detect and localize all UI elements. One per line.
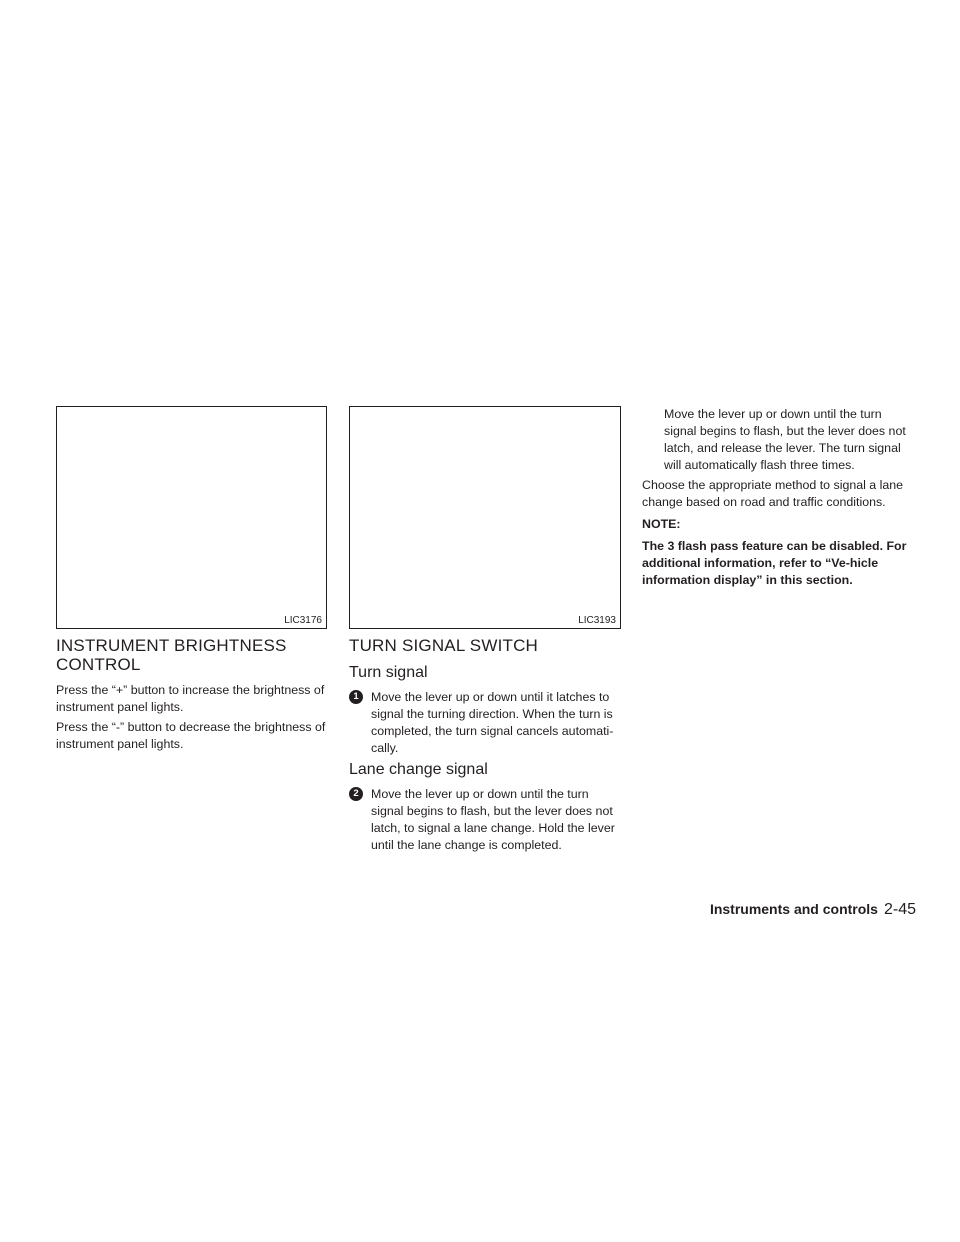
list-item bbox=[349, 786, 621, 854]
note-heading: NOTE: bbox=[642, 517, 681, 531]
section-heading: TURN SIGNAL SWITCH bbox=[349, 636, 539, 655]
list-item-text: Move the lever up or down until it latches to signal the turning direction. When the turn is completed, the turn signal cancels automati-cally. bbox=[371, 690, 614, 755]
section-heading-line1: INSTRUMENT BRIGHTNESS bbox=[56, 636, 287, 655]
callout-number-1: 1 bbox=[349, 690, 363, 704]
list-item-text: Move the lever up or down until the turn signal begins to flash, but the lever does not latch, to signal a lane change. Hold the lever until the lane change is completed. bbox=[371, 787, 615, 852]
footer-section-title: Instruments and controls bbox=[709, 901, 878, 917]
paragraph-choose-method: Choose the appropriate method to signal a lane change based on road and traffic conditions. bbox=[642, 478, 904, 509]
callout-number-2: 2 bbox=[349, 787, 363, 801]
list-item bbox=[349, 689, 621, 757]
continued-list-text: Move the lever up or down until the turn signal begins to flash, but the lever does not latch, and release the lever. The turn signal will automatically flash three times. bbox=[664, 407, 906, 472]
subheading-turn-signal: Turn signal bbox=[349, 664, 428, 681]
page-number: 2-45 bbox=[883, 901, 916, 918]
figure-turn-signal bbox=[349, 406, 621, 629]
figure-instrument-brightness bbox=[56, 406, 327, 629]
subheading-lane-change: Lane change signal bbox=[349, 761, 488, 778]
paragraph-increase: Press the “+” button to increase the brightness of instrument panel lights. bbox=[56, 683, 325, 714]
figure-label: LIC3176 bbox=[284, 615, 322, 626]
section-heading-line2: CONTROL bbox=[56, 655, 141, 674]
note-body: The 3 flash pass feature can be disabled. For additional information, refer to “Ve-hicle information display” in this section. bbox=[642, 539, 907, 587]
page-footer bbox=[710, 900, 916, 919]
figure-label: LIC3193 bbox=[578, 615, 616, 626]
paragraph-decrease: Press the “-” button to decrease the brightness of instrument panel lights. bbox=[56, 720, 326, 751]
